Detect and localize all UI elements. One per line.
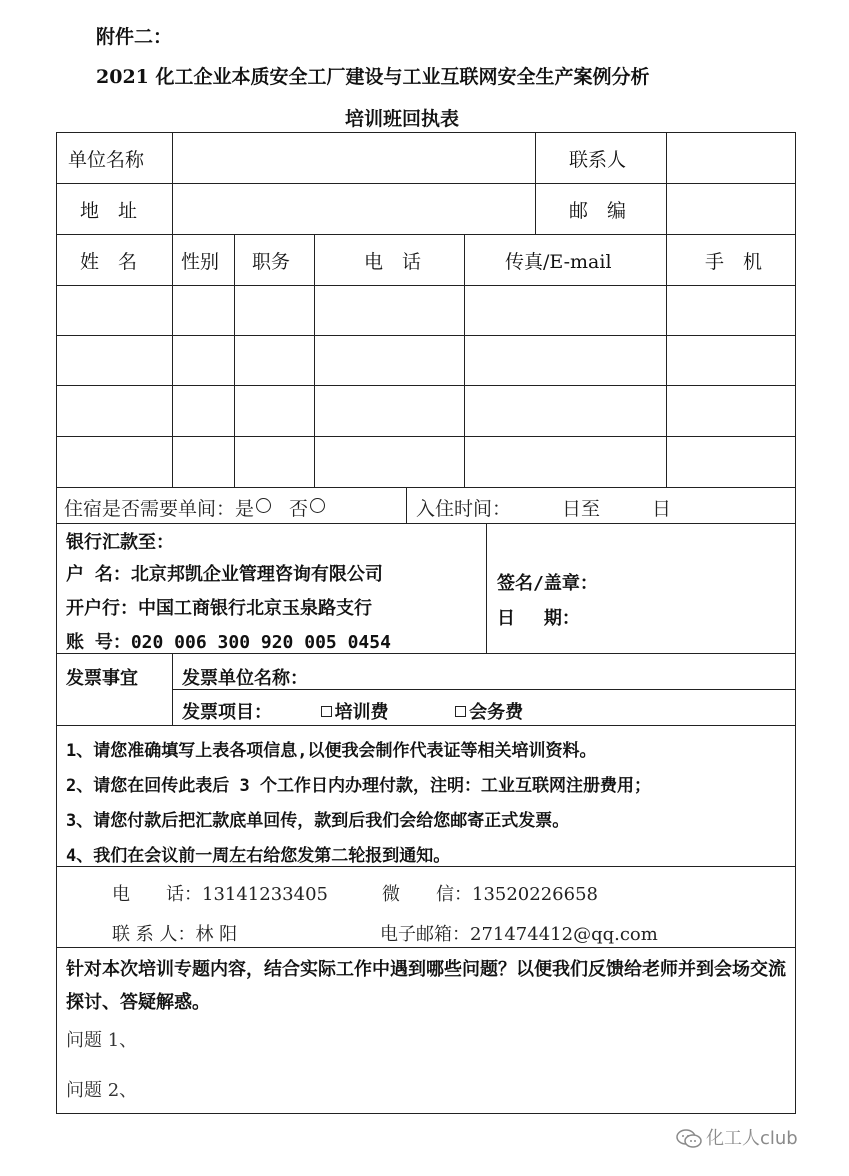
signature-label: 签名/盖章： [497,573,598,594]
bank-name: 开户行：中国工商银行北京玉泉路支行 [66,598,372,619]
training-fee-label: 培训费 [334,702,389,723]
lodging-question [64,490,325,524]
checkin-label: 入住时间： [416,497,512,520]
meeting-fee-checkbox[interactable] [455,706,466,717]
address-input[interactable] [173,184,535,234]
watermark [676,1124,798,1150]
bank-account-name: 户 名：北京邦凯企业管理咨询有限公司 [66,564,383,585]
column-gender: 性别 [181,251,220,273]
date-label: 日 期： [497,608,580,629]
checkin-day-to: 日至 [562,497,601,520]
table-row[interactable] [57,336,795,385]
unit-name-label: 单位名称 [68,149,145,171]
column-name: 姓 名 [80,251,138,273]
invoice-items [182,698,523,724]
table-row[interactable] [57,286,795,335]
lodging-no-radio[interactable] [310,498,325,513]
bank-account-number: 账 号：020 006 300 920 005 0454 [66,632,391,653]
lodging-no-label: 否 [289,497,309,520]
postcode-input[interactable] [667,184,795,234]
unit-name-input[interactable] [173,133,535,183]
contact-email: 电子邮箱：271474412@qq.com [380,924,658,945]
contact-person: 联 系 人：林 阳 [112,924,238,945]
note-2: 2、请您在回传此表后 3 个工作日内办理付款，注明：工业互联网注册费用； [66,776,651,796]
contact-person-label: 联系人 [569,149,627,171]
table-row[interactable] [57,386,795,436]
question-2-input[interactable] [150,1072,790,1108]
invoice-items-label: 发票项目： [182,702,272,723]
lodging-label: 住宿是否需要单间：是 [64,497,255,520]
note-4: 4、我们在会议前一周左右给您发第二轮报到通知。 [66,846,451,866]
question-1-label: 问题 1、 [66,1030,138,1051]
invoice-company-label: 发票单位名称： [182,668,308,689]
table-row[interactable] [57,437,795,487]
watermark-text: 化工人club [706,1128,798,1149]
contact-person-input[interactable] [667,133,795,183]
questions-prompt: 针对本次培训专题内容，结合实际工作中遇到哪些问题？以便我们反馈给老师并到会场交流探讨、答疑解惑。 [66,959,786,1013]
question-1-input[interactable] [150,1022,790,1058]
contact-phone: 电 话：13141233405 [112,884,328,905]
attachment-label: 附件二： [96,26,173,48]
bank-heading: 银行汇款至： [66,532,174,553]
training-fee-checkbox[interactable] [321,706,332,717]
meeting-fee-label: 会务费 [469,702,524,723]
lodging-yes-radio[interactable] [256,498,271,513]
column-phone: 电 话 [364,251,422,273]
column-position: 职务 [252,251,291,273]
invoice-label: 发票事宜 [66,668,138,689]
form-subtitle: 培训班回执表 [345,108,460,130]
checkin-day-end: 日 [652,497,672,520]
question-2-label: 问题 2、 [66,1080,138,1101]
column-mobile: 手 机 [705,251,763,273]
contact-wechat: 微 信：13520226658 [382,884,598,905]
note-3: 3、请您付款后把汇款底单回传，款到后我们会给您邮寄正式发票。 [66,811,570,831]
note-1: 1、请您准确填写上表各项信息,以便我会制作代表证等相关培训资料。 [66,741,597,761]
form-title: 2021 化工企业本质安全工厂建设与工业互联网安全生产案例分析 [96,66,650,88]
address-label: 地 址 [80,200,138,222]
column-fax-email: 传真/E-mail [505,251,612,273]
wechat-icon [676,1129,702,1149]
postcode-label: 邮 编 [569,200,627,222]
